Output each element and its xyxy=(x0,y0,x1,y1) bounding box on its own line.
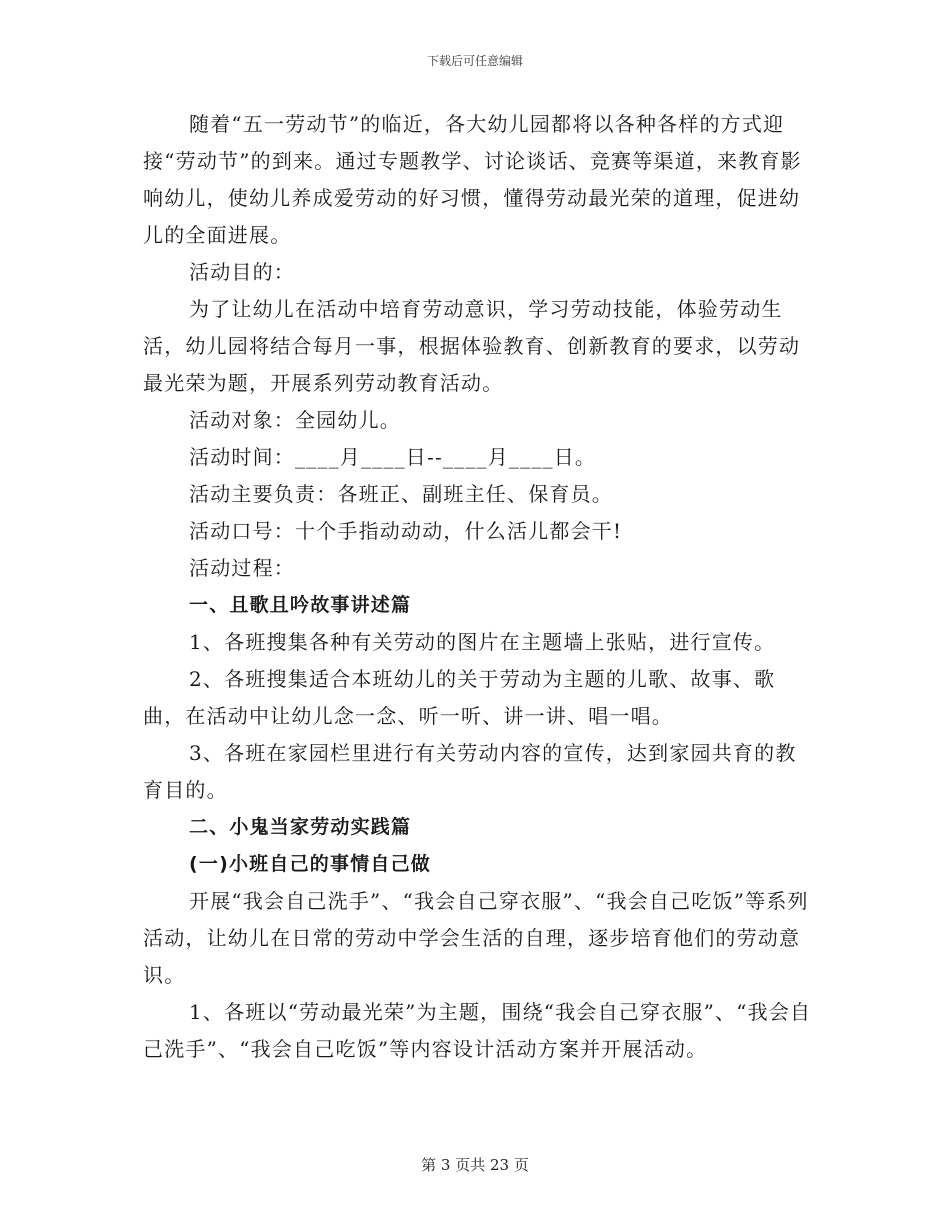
paragraph: 3、各班在家园栏里进行有关劳动内容的宣传，达到家园共育的教育目的。 xyxy=(143,741,797,802)
paragraph: 活动目的： xyxy=(189,260,295,284)
document-body xyxy=(143,106,815,1068)
paragraph: 活动过程： xyxy=(189,556,295,580)
paragraph: 活动对象：全园幼儿。 xyxy=(189,408,401,432)
paragraph: 2、各班搜集适合本班幼儿的关于劳动为主题的儿歌、故事、歌曲，在活动中让幼儿念一念、听一听、讲一讲、唱一唱。 xyxy=(143,667,776,728)
paragraph: 1、各班以“劳动最光荣”为主题，围绕“我会自己穿衣服”、“我会自己洗手”、“我会自己吃饭”等内容设计活动方案并开展活动。 xyxy=(143,1000,812,1061)
paragraph: 随着“五一劳动节”的临近，各大幼儿园都将以各种各样的方式迎接“劳动节”的到来。通过专题教学、讨论谈话、竞赛等渠道，来教育影响幼儿，使幼儿养成爱劳动的好习惯，懂得劳动最光荣的道理，促进幼儿的全面进展。 xyxy=(143,112,802,247)
page-header-note: 下载后可任意编辑 xyxy=(426,54,523,68)
paragraph: 活动口号：十个手指动动动，什么活儿都会干! xyxy=(189,519,623,543)
paragraph: 活动时间：____月____日--____月____日。 xyxy=(189,445,597,469)
paragraph: 活动主要负责：各班正、副班主任、保育员。 xyxy=(189,482,613,506)
paragraph: 为了让幼儿在活动中培育劳动意识，学习劳动技能，体验劳动生活，幼儿园将结合每月一事，根据体验教育、创新教育的要求，以劳动最光荣为题，开展系列劳动教育活动。 xyxy=(143,297,801,395)
section-heading: 一、且歌且吟故事讲述篇 xyxy=(189,594,412,616)
section-heading: 二、小鬼当家劳动实践篇 xyxy=(189,816,412,838)
page-number: 第 3 页共 23 页 xyxy=(421,1156,529,1174)
paragraph: 开展“我会自己洗手”、“我会自己穿衣服”、“我会自己吃饭”等系列活动，让幼儿在日常的劳动中学会生活的自理，逐步培育他们的劳动意识。 xyxy=(143,889,809,987)
subsection-heading: (一)小班自己的事情自己做 xyxy=(189,853,431,875)
paragraph: 1、各班搜集各种有关劳动的图片在主题墙上张贴，进行宣传。 xyxy=(189,630,776,654)
